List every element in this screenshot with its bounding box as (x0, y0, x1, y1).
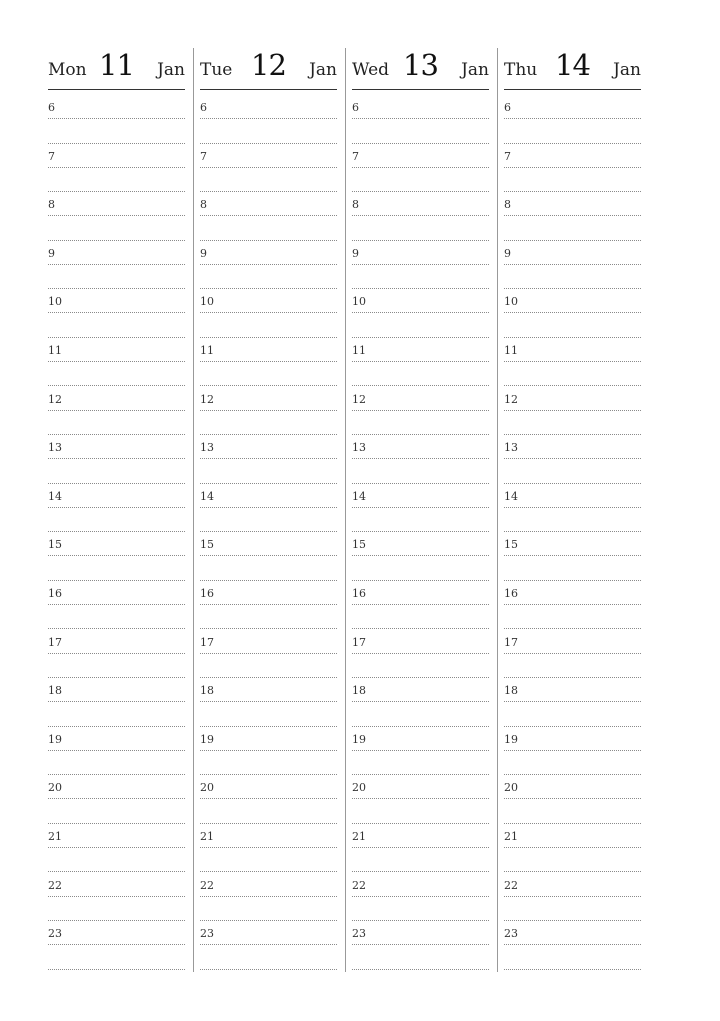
hour-label: 18 (352, 684, 366, 698)
hour-label: 9 (504, 246, 511, 260)
dotted-line (200, 896, 337, 897)
hour-label: 9 (48, 246, 55, 260)
hour-slot[interactable] (200, 333, 337, 382)
dotted-line (504, 944, 641, 945)
hour-slot[interactable] (352, 819, 489, 868)
day-header (352, 50, 489, 90)
day-header (200, 50, 337, 90)
hour-label: 20 (504, 781, 518, 795)
hour-label: 8 (200, 198, 207, 212)
hour-label: 9 (352, 246, 359, 260)
dotted-line (504, 118, 641, 119)
hour-label: 19 (48, 732, 62, 746)
hour-slot[interactable] (200, 868, 337, 917)
hour-list (48, 90, 185, 965)
dotted-line (200, 750, 337, 751)
dotted-line (504, 507, 641, 508)
dotted-line (504, 969, 641, 970)
hour-label: 17 (48, 635, 62, 649)
hour-slot[interactable] (48, 333, 185, 382)
hour-slot[interactable] (48, 90, 185, 139)
dotted-line (48, 167, 185, 168)
hour-slot[interactable] (200, 625, 337, 674)
hour-label: 23 (352, 927, 366, 941)
hour-label: 11 (48, 343, 62, 357)
dotted-line (504, 410, 641, 411)
dotted-line (200, 361, 337, 362)
hour-slot[interactable] (352, 139, 489, 188)
hour-label: 10 (48, 295, 62, 309)
hour-label: 16 (352, 586, 366, 600)
hour-label: 21 (352, 829, 366, 843)
dotted-line (504, 701, 641, 702)
hour-slot[interactable] (352, 625, 489, 674)
hour-slot[interactable] (504, 284, 641, 333)
hour-slot[interactable] (48, 673, 185, 722)
dotted-line (352, 215, 489, 216)
hour-label: 8 (504, 198, 511, 212)
dotted-line (504, 264, 641, 265)
dotted-line (200, 944, 337, 945)
dotted-line (352, 896, 489, 897)
hour-slot[interactable] (200, 382, 337, 431)
hour-slot[interactable] (200, 284, 337, 333)
hour-slot[interactable] (200, 770, 337, 819)
hour-label: 18 (504, 684, 518, 698)
dotted-line (504, 604, 641, 605)
day-header (504, 50, 641, 90)
day-column (48, 0, 185, 1021)
dotted-line (48, 555, 185, 556)
hour-label: 8 (352, 198, 359, 212)
dotted-line (352, 969, 489, 970)
dotted-line (200, 847, 337, 848)
hour-label: 7 (200, 149, 207, 163)
dotted-line (352, 750, 489, 751)
hour-label: 16 (48, 586, 62, 600)
dotted-line (352, 604, 489, 605)
hour-label: 13 (48, 441, 62, 455)
day-number: 11 (99, 48, 134, 82)
hour-label: 10 (200, 295, 214, 309)
day-number: 14 (555, 48, 590, 82)
hour-slot[interactable] (48, 576, 185, 625)
hour-list (352, 90, 489, 965)
dotted-line (352, 847, 489, 848)
dotted-line (504, 312, 641, 313)
hour-slot[interactable] (352, 722, 489, 771)
hour-slot[interactable] (504, 382, 641, 431)
column-divider (497, 48, 498, 972)
hour-slot[interactable] (352, 479, 489, 528)
hour-slot[interactable] (200, 187, 337, 236)
hour-slot[interactable] (200, 236, 337, 285)
hour-label: 20 (48, 781, 62, 795)
day-header (48, 50, 185, 90)
dotted-line (48, 215, 185, 216)
hour-label: 23 (504, 927, 518, 941)
hour-slot[interactable] (48, 430, 185, 479)
dotted-line (48, 507, 185, 508)
hour-label: 14 (200, 489, 214, 503)
dotted-line (200, 604, 337, 605)
dotted-line (48, 798, 185, 799)
hour-slot[interactable] (352, 673, 489, 722)
hour-label: 22 (352, 878, 366, 892)
column-divider (345, 48, 346, 972)
hour-slot[interactable] (200, 576, 337, 625)
hour-slot[interactable] (48, 770, 185, 819)
dotted-line (48, 312, 185, 313)
dotted-line (48, 361, 185, 362)
hour-slot[interactable] (504, 90, 641, 139)
dotted-line (48, 118, 185, 119)
hour-label: 16 (504, 586, 518, 600)
hour-slot[interactable] (504, 722, 641, 771)
dotted-line (352, 507, 489, 508)
day-name: Tue (200, 60, 233, 80)
dotted-line (48, 264, 185, 265)
dotted-line (200, 264, 337, 265)
hour-label: 10 (352, 295, 366, 309)
dotted-line (48, 969, 185, 970)
hour-label: 12 (504, 392, 518, 406)
hour-label: 11 (200, 343, 214, 357)
dotted-line (352, 798, 489, 799)
hour-label: 12 (200, 392, 214, 406)
hour-slot[interactable] (504, 673, 641, 722)
hour-label: 15 (200, 538, 214, 552)
dotted-line (48, 847, 185, 848)
hour-label: 20 (200, 781, 214, 795)
hour-label: 11 (504, 343, 518, 357)
hour-slot[interactable] (504, 770, 641, 819)
hour-label: 17 (200, 635, 214, 649)
hour-label: 19 (200, 732, 214, 746)
hour-label: 21 (48, 829, 62, 843)
hour-label: 13 (352, 441, 366, 455)
hour-label: 19 (504, 732, 518, 746)
hour-slot[interactable] (200, 527, 337, 576)
hour-slot[interactable] (48, 236, 185, 285)
day-column (200, 0, 337, 1021)
hour-slot[interactable] (48, 819, 185, 868)
hour-label: 8 (48, 198, 55, 212)
dotted-line (200, 118, 337, 119)
hour-list (200, 90, 337, 965)
hour-slot[interactable] (48, 284, 185, 333)
hour-slot[interactable] (200, 673, 337, 722)
hour-slot[interactable] (504, 236, 641, 285)
dotted-line (352, 555, 489, 556)
hour-label: 22 (200, 878, 214, 892)
column-divider (193, 48, 194, 972)
dotted-line (504, 750, 641, 751)
day-name: Wed (352, 60, 390, 80)
dotted-line (352, 701, 489, 702)
hour-slot[interactable] (48, 722, 185, 771)
hour-slot[interactable] (504, 430, 641, 479)
hour-list (504, 90, 641, 965)
hour-label: 13 (504, 441, 518, 455)
hour-slot[interactable] (504, 527, 641, 576)
dotted-line (48, 410, 185, 411)
hour-slot[interactable] (352, 284, 489, 333)
dotted-line (352, 118, 489, 119)
hour-label: 21 (504, 829, 518, 843)
hour-slot[interactable] (352, 90, 489, 139)
dotted-line (48, 604, 185, 605)
hour-label: 15 (352, 538, 366, 552)
hour-slot[interactable] (352, 187, 489, 236)
hour-slot[interactable] (352, 527, 489, 576)
dotted-line (504, 167, 641, 168)
dotted-line (352, 312, 489, 313)
hour-slot[interactable] (200, 90, 337, 139)
hour-label: 17 (504, 635, 518, 649)
dotted-line (200, 701, 337, 702)
day-number: 13 (403, 48, 438, 82)
hour-label: 17 (352, 635, 366, 649)
day-month: Jan (461, 60, 489, 80)
hour-label: 15 (48, 538, 62, 552)
dotted-line (352, 410, 489, 411)
hour-slot[interactable] (200, 139, 337, 188)
hour-slot[interactable] (48, 139, 185, 188)
dotted-line (48, 750, 185, 751)
dotted-line (200, 215, 337, 216)
day-number: 12 (251, 48, 286, 82)
dotted-line (200, 410, 337, 411)
dotted-line (352, 944, 489, 945)
day-column (504, 0, 641, 1021)
hour-slot[interactable] (48, 382, 185, 431)
hour-slot[interactable] (352, 430, 489, 479)
dotted-line (352, 361, 489, 362)
hour-label: 7 (504, 149, 511, 163)
hour-slot[interactable] (504, 576, 641, 625)
hour-label: 10 (504, 295, 518, 309)
dotted-line (48, 458, 185, 459)
dotted-line (200, 653, 337, 654)
day-name: Thu (504, 60, 538, 80)
day-month: Jan (309, 60, 337, 80)
dotted-line (48, 701, 185, 702)
dotted-line (504, 798, 641, 799)
hour-label: 14 (504, 489, 518, 503)
hour-label: 23 (48, 927, 62, 941)
hour-slot[interactable] (352, 868, 489, 917)
hour-slot[interactable] (48, 479, 185, 528)
dotted-line (504, 653, 641, 654)
hour-slot[interactable] (352, 916, 489, 965)
hour-slot[interactable] (352, 333, 489, 382)
dotted-line (504, 847, 641, 848)
dotted-line (200, 458, 337, 459)
hour-label: 11 (352, 343, 366, 357)
hour-label: 20 (352, 781, 366, 795)
dotted-line (48, 653, 185, 654)
dotted-line (200, 312, 337, 313)
dotted-line (48, 896, 185, 897)
hour-label: 23 (200, 927, 214, 941)
hour-slot[interactable] (504, 916, 641, 965)
hour-slot[interactable] (504, 333, 641, 382)
day-column (352, 0, 489, 1021)
hour-label: 22 (48, 878, 62, 892)
hour-slot[interactable] (352, 382, 489, 431)
hour-slot[interactable] (352, 770, 489, 819)
hour-slot[interactable] (48, 625, 185, 674)
hour-slot[interactable] (200, 479, 337, 528)
dotted-line (504, 361, 641, 362)
hour-label: 9 (200, 246, 207, 260)
hour-label: 6 (504, 101, 511, 114)
day-name: Mon (48, 60, 87, 80)
dotted-line (48, 944, 185, 945)
hour-label: 6 (48, 101, 55, 114)
dotted-line (352, 167, 489, 168)
dotted-line (200, 555, 337, 556)
hour-label: 12 (352, 392, 366, 406)
hour-label: 18 (200, 684, 214, 698)
hour-label: 21 (200, 829, 214, 843)
dotted-line (504, 896, 641, 897)
hour-label: 6 (200, 101, 207, 114)
hour-label: 15 (504, 538, 518, 552)
hour-slot[interactable] (504, 479, 641, 528)
hour-label: 7 (48, 149, 55, 163)
hour-slot[interactable] (352, 236, 489, 285)
hour-slot[interactable] (200, 722, 337, 771)
hour-slot[interactable] (504, 187, 641, 236)
hour-label: 22 (504, 878, 518, 892)
hour-label: 7 (352, 149, 359, 163)
hour-slot[interactable] (504, 625, 641, 674)
dotted-line (200, 798, 337, 799)
hour-slot[interactable] (352, 576, 489, 625)
day-month: Jan (613, 60, 641, 80)
dotted-line (504, 458, 641, 459)
hour-slot[interactable] (48, 916, 185, 965)
dotted-line (200, 167, 337, 168)
dotted-line (504, 215, 641, 216)
hour-label: 6 (352, 101, 359, 114)
hour-slot[interactable] (48, 187, 185, 236)
hour-slot[interactable] (504, 139, 641, 188)
dotted-line (504, 555, 641, 556)
hour-slot[interactable] (200, 916, 337, 965)
hour-slot[interactable] (504, 868, 641, 917)
dotted-line (200, 969, 337, 970)
hour-label: 14 (352, 489, 366, 503)
hour-label: 13 (200, 441, 214, 455)
hour-slot[interactable] (48, 868, 185, 917)
dotted-line (352, 458, 489, 459)
hour-label: 14 (48, 489, 62, 503)
day-month: Jan (157, 60, 185, 80)
hour-label: 18 (48, 684, 62, 698)
hour-label: 12 (48, 392, 62, 406)
hour-slot[interactable] (48, 527, 185, 576)
hour-label: 19 (352, 732, 366, 746)
hour-slot[interactable] (200, 430, 337, 479)
dotted-line (200, 507, 337, 508)
dotted-line (352, 653, 489, 654)
hour-slot[interactable] (504, 819, 641, 868)
hour-label: 16 (200, 586, 214, 600)
hour-slot[interactable] (200, 819, 337, 868)
dotted-line (352, 264, 489, 265)
